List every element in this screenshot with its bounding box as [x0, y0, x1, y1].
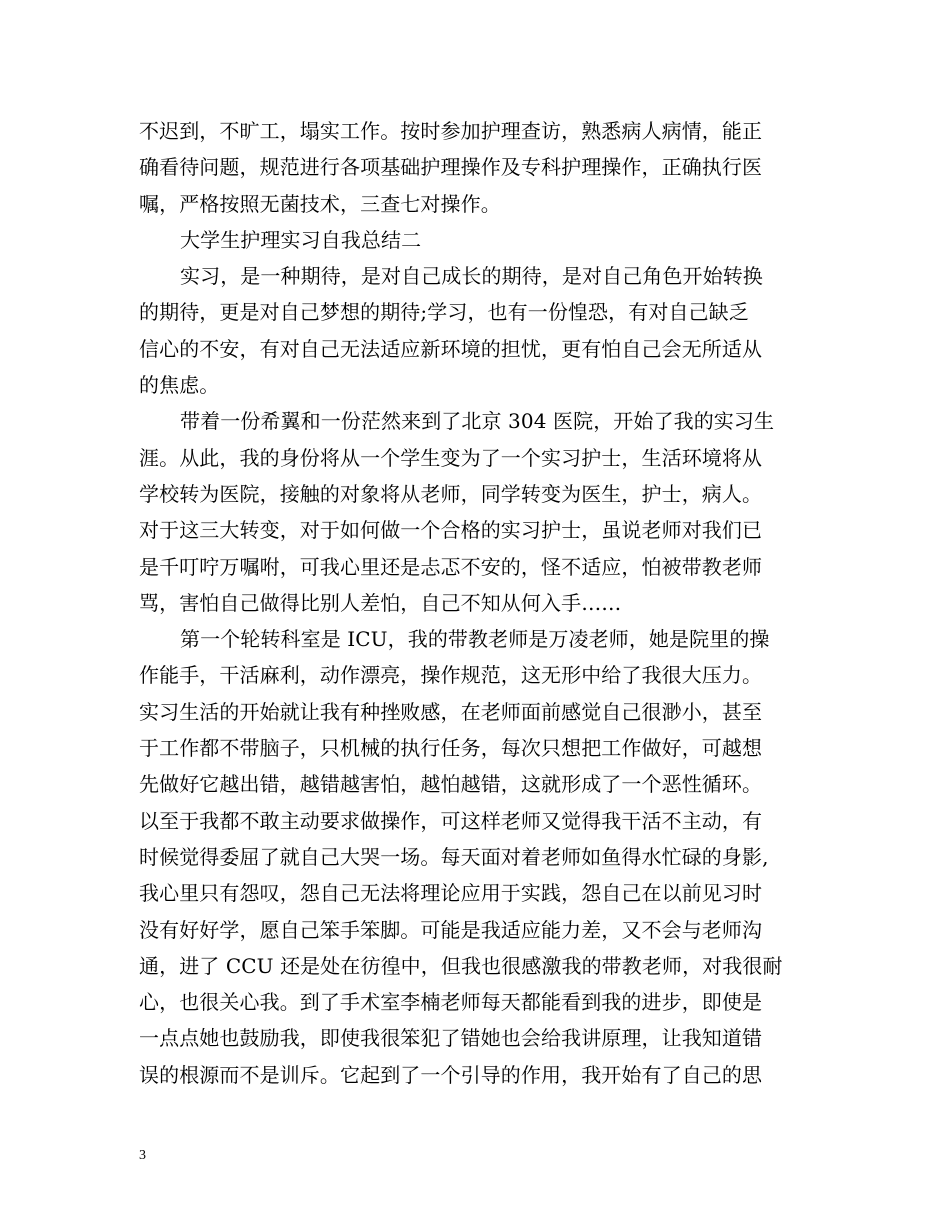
- text-line: 误的根源而不是训斥。它起到了一个引导的作用，我开始有了自己的思: [139, 1062, 763, 1087]
- body-text: [139, 113, 823, 1093]
- text-line: 一点点她也鼓励我，即使我很笨犯了错她也会给我讲原理，让我知道错: [139, 1026, 763, 1051]
- text-line: 带着一份希翼和一份茫然来到了北京 304 医院，开始了我的实习生: [180, 409, 775, 434]
- text-line: 作能手，干活麻利，动作漂亮，操作规范，这无形中给了我很大压力。: [139, 663, 763, 688]
- text-line: 是千叮咛万嘱咐，可我心里还是忐忑不安的，怪不适应，怕被带教老师: [139, 554, 763, 579]
- text-line: 涯。从此，我的身份将从一个学生变为了一个实习护士，生活环境将从: [139, 445, 763, 470]
- text-line: 信心的不安，有对自己无法适应新环境的担忧，更有怕自己会无所适从: [139, 336, 763, 361]
- page-number: 3: [139, 1148, 146, 1163]
- text-line: 时候觉得委屈了就自己大哭一场。每天面对着老师如鱼得水忙碌的身影,: [139, 844, 769, 869]
- text-line: 没有好好学，愿自己笨手笨脚。可能是我适应能力差，又不会与老师沟: [139, 917, 763, 942]
- text-line: 的焦虑。: [139, 373, 220, 398]
- text-line: 通，进了 CCU 还是处在彷徨中，但我也很感激我的带教老师，对我很耐: [139, 953, 783, 978]
- text-line: 骂，害怕自己做得比别人差怕，自己不知从何入手……: [139, 590, 622, 615]
- text-line: 不迟到，不旷工，塌实工作。按时参加护理查访，熟悉病人病情，能正: [139, 119, 763, 143]
- text-line: 学校转为医院，接触的对象将从老师，同学转变为医生，护士，病人。: [139, 481, 763, 506]
- text-line: 我心里只有怨叹，怨自己无法将理论应用于实践，怨自己在以前见习时: [139, 881, 763, 906]
- text-line: 对于这三大转变，对于如何做一个合格的实习护士，虽说老师对我们已: [139, 518, 763, 543]
- text-line: 确看待问题，规范进行各项基础护理操作及专科护理操作，正确执行医: [139, 155, 763, 180]
- text-line: 大学生护理实习自我总结二: [180, 227, 422, 252]
- text-line: 心，也很关心我。到了手术室李楠老师每天都能看到我的进步，即使是: [139, 990, 763, 1015]
- text-line: 于工作都不带脑子，只机械的执行任务，每次只想把工作做好，可越想: [139, 736, 763, 761]
- text-line: 嘱，严格按照无菌技术，三查七对操作。: [139, 191, 501, 216]
- text-line: 第一个轮转科室是 ICU，我的带教老师是万凌老师，她是院里的操: [180, 627, 770, 652]
- text-line: 以至于我都不敢主动要求做操作，可这样老师又觉得我干活不主动，有: [139, 808, 763, 833]
- text-line: 的期待，更是对自己梦想的期待;学习，也有一份惶恐，有对自己缺乏: [139, 300, 749, 325]
- text-line: 先做好它越出错，越错越害怕，越怕越错，这就形成了一个恶性循环。: [139, 772, 763, 797]
- text-line: 实习生活的开始就让我有种挫败感，在老师面前感觉自己很渺小，甚至: [139, 699, 763, 724]
- text-line: 实习，是一种期待，是对自己成长的期待，是对自己角色开始转换: [180, 264, 763, 289]
